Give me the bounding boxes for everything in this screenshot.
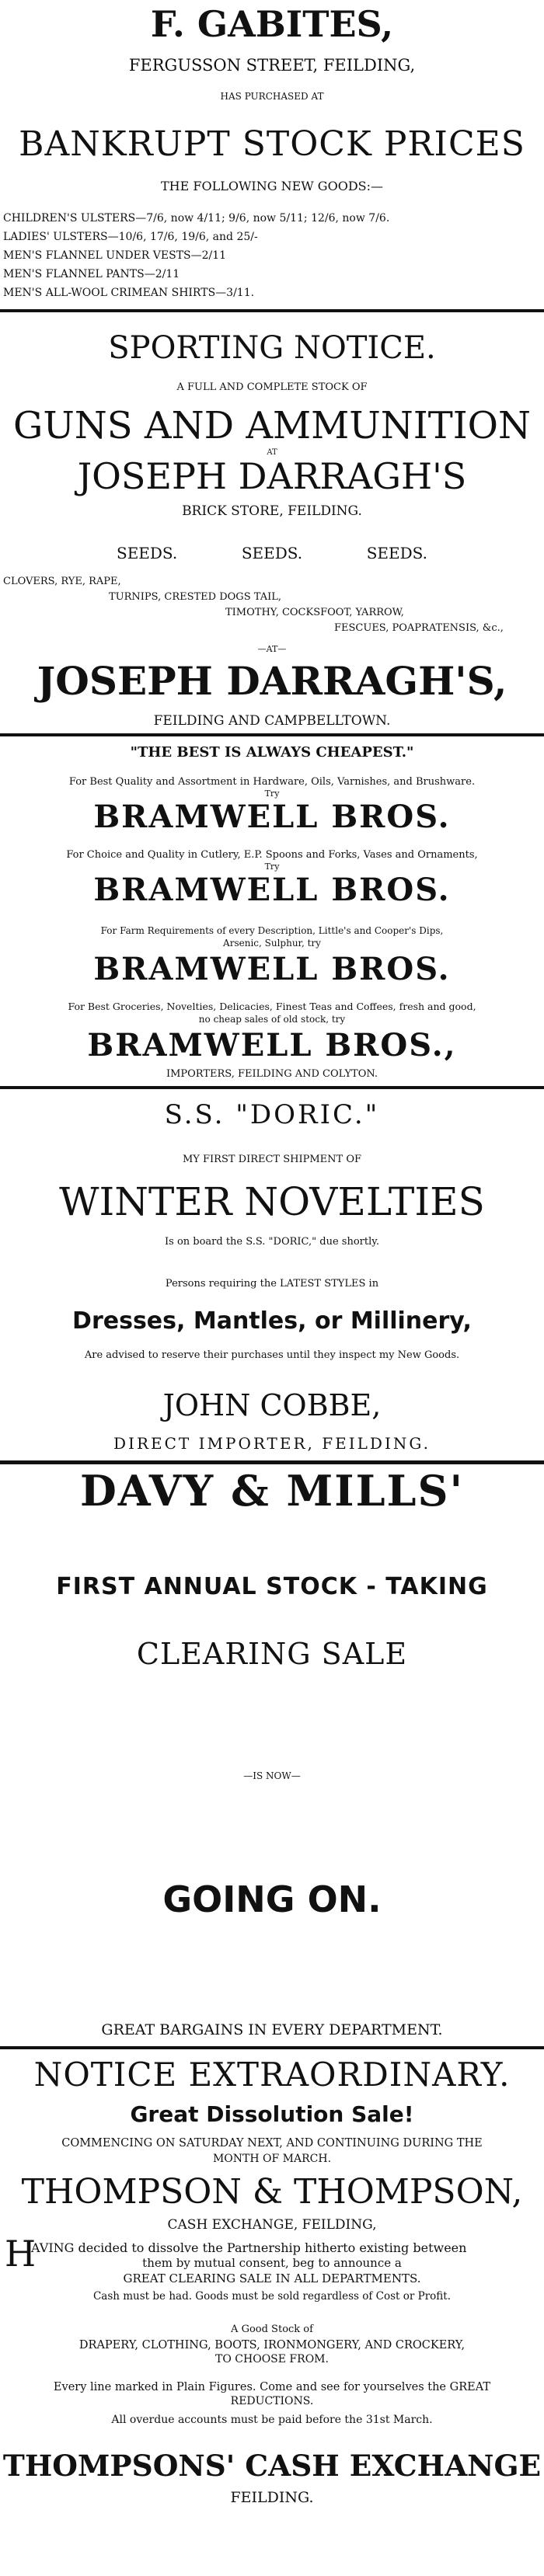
thompson-footer: THOMPSONS' CASH EXCHANGE	[2, 2449, 542, 2483]
divider	[0, 309, 544, 312]
thompson-exchange: CASH EXCHANGE, FEILDING,	[167, 2217, 377, 2233]
thompson-overdue: All overdue accounts must be paid before the 31st March.	[111, 2414, 433, 2426]
cobbe-direct: DIRECT IMPORTER, FEILDING.	[113, 1434, 431, 1453]
bramwell-name: BRAMWELL BROS.	[93, 799, 451, 835]
thompson-choose: TO CHOOSE FROM.	[215, 2353, 329, 2365]
cobbe-name: JOHN COBBE,	[162, 1388, 382, 1422]
cobbe-ship: S.S. "DORIC."	[164, 1099, 380, 1130]
bramwell-para-4b: no cheap sales of old stock, try	[198, 1014, 346, 1025]
thompson-having-2: them by mutual consent, beg to announce a	[142, 2256, 402, 2270]
davy-first: FIRST ANNUAL STOCK - TAKING	[56, 1573, 488, 1600]
bramwell-motto: "THE BEST IS ALWAYS CHEAPEST."	[130, 744, 414, 761]
darragh-store: BRICK STORE, FEILDING.	[182, 503, 362, 519]
davy-going: GOING ON.	[162, 1878, 382, 1920]
sporting-notice-title: SPORTING NOTICE.	[108, 330, 436, 366]
thompson-commencing: COMMENCING ON SATURDAY NEXT, AND CONTINUING DURING THE	[61, 2137, 483, 2150]
bramwell-name: BRAMWELL BROS.,	[87, 1027, 457, 1063]
gabites-item: MEN'S ALL-WOOL CRIMEAN SHIRTS—3/11.	[3, 287, 255, 299]
cobbe-novelties: WINTER NOVELTIES	[59, 1179, 485, 1224]
seeds-row	[117, 544, 427, 562]
bramwell-try: Try	[264, 862, 280, 872]
darragh-timothy: TIMOTHY, COCKSFOOT, YARROW,	[225, 607, 404, 618]
davy-isnow: —IS NOW—	[243, 1770, 301, 1781]
bramwell-para-2: For Choice and Quality in Cutlery, E.P. Spoons and Forks, Vases and Ornaments,	[66, 849, 478, 861]
thompson-stock: A Good Stock of	[231, 2324, 313, 2335]
gabites-item: CHILDREN'S ULSTERS—7/6, now 4/11; 9/6, now 5/11; 12/6, now 7/6.	[3, 212, 390, 225]
darragh-stock-line: A FULL AND COMPLETE STOCK OF	[176, 381, 368, 393]
davy-name: DAVY & MILLS'	[79, 1466, 465, 1516]
seeds-label: SEEDS.	[117, 544, 178, 562]
thompson-every-1: Every line marked in Plain Figures. Come and see for yourselves the GREAT	[53, 2381, 491, 2393]
seeds-label: SEEDS.	[366, 544, 427, 562]
bramwell-importers: IMPORTERS, FEILDING AND COLYTON.	[166, 1068, 378, 1080]
thompson-having-3: GREAT CLEARING SALE IN ALL DEPARTMENTS.	[123, 2271, 421, 2285]
gabites-headline: BANKRUPT STOCK PRICES	[19, 124, 525, 164]
thompson-cash: Cash must be had. Goods must be sold regardless of Cost or Profit.	[92, 2290, 452, 2303]
bramwell-try: Try	[264, 788, 280, 799]
cobbe-board: Is on board the S.S. "DORIC," due shortly.	[165, 1236, 379, 1248]
divider	[0, 1460, 544, 1464]
cobbe-persons: Persons requiring the LATEST STYLES in	[165, 1278, 379, 1290]
divider	[0, 1086, 544, 1089]
darragh-places: FEILDING AND CAMPBELLTOWN.	[153, 713, 391, 729]
davy-clearing: CLEARING SALE	[136, 1637, 408, 1671]
thompson-notice: NOTICE EXTRAORDINARY.	[33, 2056, 511, 2094]
darragh-turnips: TURNIPS, CRESTED DOGS TAIL,	[109, 591, 281, 603]
darragh-guns-headline: GUNS AND AMMUNITION	[12, 404, 532, 447]
bramwell-name: BRAMWELL BROS.	[93, 951, 451, 987]
divider	[0, 733, 544, 736]
darragh-name-2: JOSEPH DARRAGH'S,	[37, 658, 507, 704]
darragh-at-2: —AT—	[257, 644, 287, 654]
gabites-item: MEN'S FLANNEL UNDER VESTS—2/11	[3, 249, 227, 262]
thompson-sale: Great Dissolution Sale!	[130, 2101, 414, 2127]
darragh-name: JOSEPH DARRAGH'S	[77, 455, 467, 497]
cobbe-first: MY FIRST DIRECT SHIPMENT OF	[182, 1154, 362, 1165]
bramwell-para-4a: For Best Groceries, Novelties, Delicacies, Finest Teas and Coffees, fresh and good,	[68, 1001, 476, 1012]
thompson-month: MONTH OF MARCH.	[212, 2153, 332, 2165]
gabites-following: THE FOLLOWING NEW GOODS:—	[160, 179, 383, 193]
bramwell-name: BRAMWELL BROS.	[93, 872, 451, 908]
thompson-drop-cap: H	[5, 2233, 37, 2275]
thompson-name: THOMPSON & THOMPSON,	[21, 2172, 523, 2212]
seeds-label: SEEDS.	[241, 544, 303, 562]
thompson-depts: DRAPERY, CLOTHING, BOOTS, IRONMONGERY, AND CROCKERY,	[78, 2339, 466, 2351]
bramwell-para-3b: Arsenic, Sulphur, try	[223, 938, 321, 949]
thompson-having-1: AVING decided to dissolve the Partnership hitherto existing between	[31, 2240, 467, 2255]
gabites-item: MEN'S FLANNEL PANTS—2/11	[3, 268, 180, 280]
gabites-name: F. GABITES,	[150, 3, 394, 45]
gabites-purchased: HAS PURCHASED AT	[220, 91, 324, 102]
darragh-fescues: FESCUES, POAPRATENSIS, &c.,	[334, 622, 504, 634]
thompson-every-2: REDUCTIONS.	[230, 2395, 314, 2407]
gabites-item: LADIES' ULSTERS—10/6, 17/6, 19/6, and 25/-	[3, 231, 258, 243]
darragh-at: AT	[267, 448, 277, 457]
gabites-address: FERGUSSON STREET, FEILDING,	[128, 56, 416, 75]
thompson-town: FEILDING.	[230, 2489, 314, 2506]
bramwell-para-1: For Best Quality and Assortment in Hardware, Oils, Varnishes, and Brushware.	[68, 776, 476, 788]
bramwell-para-3a: For Farm Requirements of every Description, Little's and Cooper's Dips,	[100, 925, 444, 936]
cobbe-goods: Dresses, Mantles, or Millinery,	[72, 1307, 472, 1335]
darragh-clovers: CLOVERS, RYE, RAPE,	[3, 576, 121, 587]
divider	[0, 2046, 544, 2049]
davy-bargains: GREAT BARGAINS IN EVERY DEPARTMENT.	[101, 2021, 443, 2038]
cobbe-advised: Are advised to reserve their purchases until they inspect my New Goods.	[84, 1349, 460, 1361]
